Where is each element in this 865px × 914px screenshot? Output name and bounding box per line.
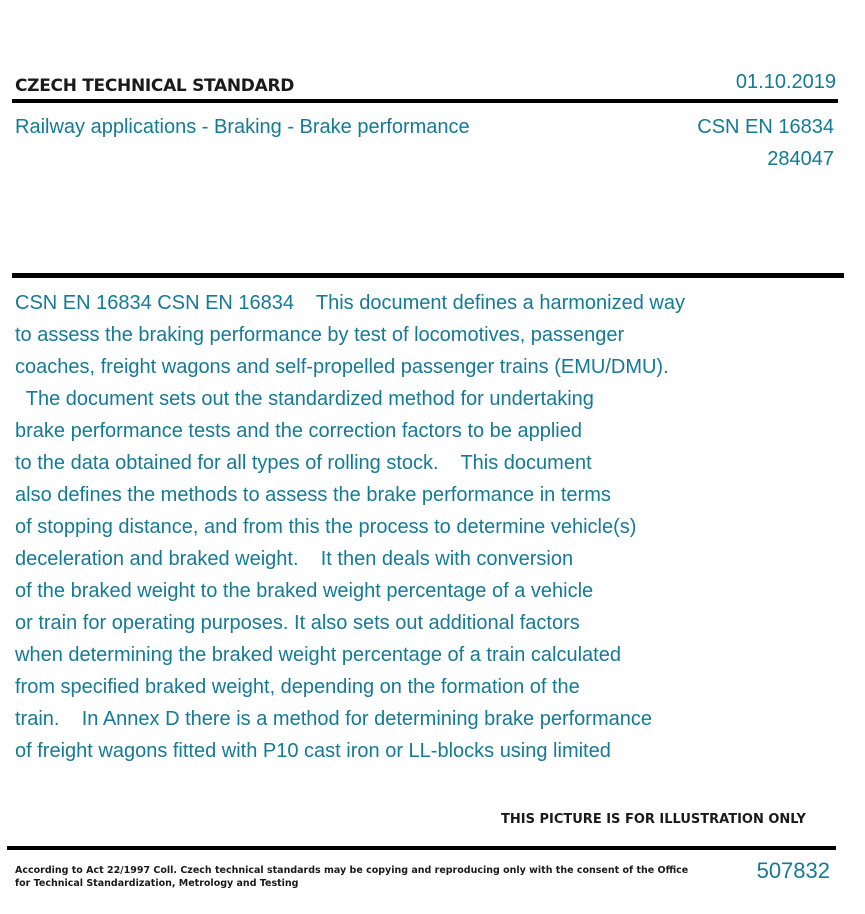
description-line: The document sets out the standardized method for undertaking [15,388,594,410]
description-line: from specified braked weight, depending on the formation of the [15,676,580,698]
description-line: or train for operating purposes. It also sets out additional factors [15,612,580,634]
standard-label: CZECH TECHNICAL STANDARD [15,76,295,96]
document-code: CSN EN 16834 [697,116,834,138]
legal-line: According to Act 22/1997 Coll. Czech technical standards may be copying and reproducing only with the consent of the Office [15,865,689,876]
description-line: CSN EN 16834 CSN EN 16834 This document defines a harmonized way [15,292,685,314]
catalog-number: 507832 [756,858,830,883]
description-line: brake performance tests and the correction factors to be applied [15,420,582,442]
header-divider [12,99,838,103]
description-line: deceleration and braked weight. It then deals with conversion [15,548,574,570]
description-line: also defines the methods to assess the brake performance in terms [15,484,611,506]
legal-line: for Technical Standardization, Metrology and Testing [15,878,299,889]
description-line: of the braked weight to the braked weight percentage of a vehicle [15,580,594,602]
description-text [15,287,805,767]
description-line: train. In Annex D there is a method for determining brake performance [15,708,652,730]
description-line: to the data obtained for all types of rolling stock. This document [15,452,592,474]
document-title: Railway applications - Braking - Brake performance [15,116,470,138]
description-line: of stopping distance, and from this the process to determine vehicle(s) [15,516,637,538]
description-line: when determining the braked weight percentage of a train calculated [15,644,621,666]
document-number: 284047 [767,148,834,170]
title-divider [12,273,844,278]
description-line: of freight wagons fitted with P10 cast iron or LL-blocks using limited [15,740,611,762]
illustration-note: THIS PICTURE IS FOR ILLUSTRATION ONLY [501,812,806,827]
legal-notice [15,864,689,890]
publication-date: 01.10.2019 [735,71,836,93]
description-line: to assess the braking performance by test of locomotives, passenger [15,324,625,346]
description-line: coaches, freight wagons and self-propelled passenger trains (EMU/DMU). [15,356,669,378]
footer-divider [7,846,836,850]
